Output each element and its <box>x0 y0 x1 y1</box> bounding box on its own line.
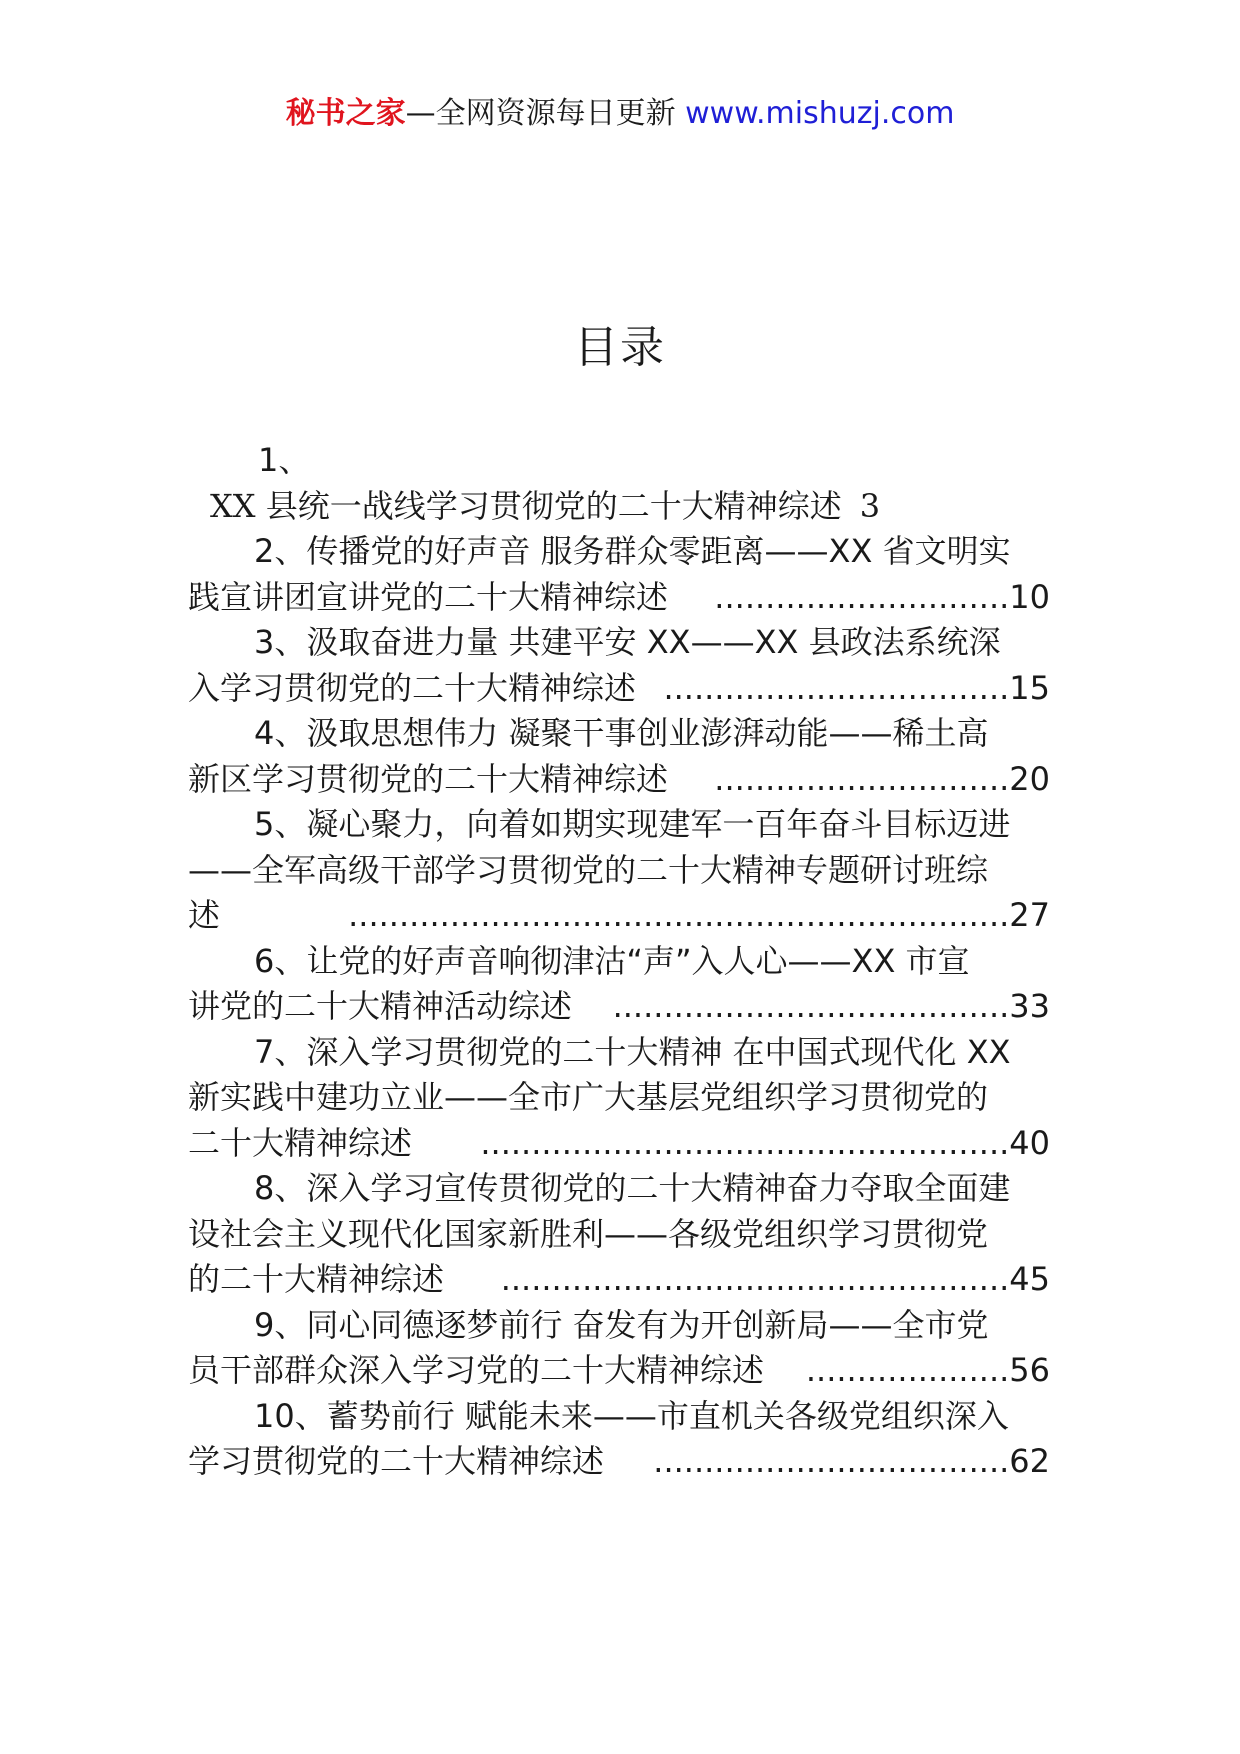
toc-entry-number: 3、 <box>254 623 307 661</box>
toc-entry-6[interactable] <box>188 939 1050 1030</box>
toc-entry-title-line: 践宣讲团宣讲党的二十大精神综述 <box>188 577 669 616</box>
brand-name: 秘书之家 <box>285 96 406 131</box>
table-of-contents <box>188 438 1050 1485</box>
toc-entry-title-line: 凝心聚力，向着如期实现建军一百年奋斗目标迈进 <box>306 805 1011 843</box>
toc-entry-title-line: 让党的好声音响彻津沽“声”入人心——XX 市宣 <box>306 941 970 980</box>
toc-entry-title-line: 述 <box>188 896 221 934</box>
header-tagline: —全网资源每日更新 <box>405 96 676 131</box>
toc-entry-5[interactable] <box>188 802 1050 939</box>
page-title: 目录 <box>574 322 666 373</box>
toc-entry-8[interactable] <box>188 1166 1050 1303</box>
toc-entry-2[interactable] <box>188 529 1050 620</box>
toc-entry-number: 8、 <box>254 1169 307 1207</box>
toc-entry-title-line: 传播党的好声音 服务群众零距离——XX 省文明实 <box>306 532 1011 570</box>
toc-entry-10[interactable] <box>188 1394 1050 1485</box>
toc-entry-7[interactable] <box>188 1030 1050 1167</box>
leader-dots: ....................................... <box>612 987 1010 1025</box>
toc-entry-page: 15 <box>1009 668 1050 707</box>
toc-entry-page: 20 <box>1009 759 1050 798</box>
leader-dots: .................................................... <box>480 1123 1010 1162</box>
toc-entry-page: 62 <box>1009 1442 1050 1480</box>
toc-entry-9[interactable] <box>188 1303 1050 1394</box>
toc-entry-title-line: 汲取思想伟力 凝聚干事创业澎湃动能——稀土高 <box>306 714 989 752</box>
toc-entry-title-line: 新实践中建功立业——全市广大基层党组织学习贯彻党的 <box>188 1078 989 1116</box>
toc-entry-title-line: 深入学习贯彻党的二十大精神 在中国式现代化 XX <box>306 1032 1011 1071</box>
toc-entry-3[interactable] <box>188 620 1050 711</box>
toc-entry-number: 10、 <box>254 1396 327 1435</box>
toc-entry-title-line: 入学习贯彻党的二十大精神综述 <box>188 668 637 707</box>
toc-entry-title-line: 设社会主义现代化国家新胜利——各级党组织学习贯彻党 <box>188 1214 989 1253</box>
toc-entry-title-line: 新区学习贯彻党的二十大精神综述 <box>188 759 669 798</box>
toc-entry-4[interactable] <box>188 711 1050 802</box>
toc-entry-number: 9、 <box>254 1305 307 1344</box>
toc-entry-page: 45 <box>1009 1260 1050 1298</box>
toc-entry-title-line: 二十大精神综述 <box>188 1123 413 1162</box>
toc-entry-title-line: 汲取奋进力量 共建平安 XX——XX 县政法系统深 <box>306 623 1001 661</box>
toc-entry-title-line: 讲党的二十大精神活动综述 <box>188 987 573 1025</box>
toc-entry-page: 56 <box>1009 1351 1050 1389</box>
leader-dots: .................................. <box>663 668 1010 707</box>
leader-dots: ................................................................. <box>348 896 1010 934</box>
toc-entry-title-line: 蓄势前行 赋能未来——市直机关各级党组织深入 <box>326 1396 1009 1435</box>
site-header <box>0 94 1240 134</box>
toc-entry-number: 4、 <box>254 714 307 752</box>
leader-dots: .................................................. <box>500 1260 1010 1298</box>
toc-entry-number: 1、 <box>258 441 311 479</box>
toc-entry-number: 2、 <box>254 532 307 570</box>
site-url-link[interactable]: www.mishuzj.com <box>685 96 955 131</box>
toc-entry-title-line: 的二十大精神综述 <box>188 1260 445 1298</box>
toc-entry-page: 33 <box>1009 987 1050 1025</box>
leader-dots: .................... <box>805 1351 1010 1389</box>
leader-dots: ............................. <box>714 759 1010 798</box>
toc-entry-page: 27 <box>1009 896 1050 934</box>
toc-entry-title-line: 学习贯彻党的二十大精神综述 <box>188 1442 605 1480</box>
toc-entry-number: 5、 <box>254 805 307 843</box>
toc-entry-title-line: ——全军高级干部学习贯彻党的二十大精神专题研讨班综 <box>188 850 989 889</box>
toc-entry-page: 3 <box>859 486 881 525</box>
leader-dots: ............................. <box>714 577 1010 616</box>
toc-entry-title-line: 深入学习宣传贯彻党的二十大精神奋力夺取全面建 <box>306 1169 1011 1207</box>
leader-dots: ................................... <box>653 1442 1010 1480</box>
toc-entry-1[interactable] <box>188 438 1050 529</box>
toc-entry-page: 10 <box>1009 577 1050 616</box>
toc-entry-title-line: 员干部群众深入学习党的二十大精神综述 <box>188 1351 765 1389</box>
toc-entry-title-line: 同心同德逐梦前行 奋发有为开创新局——全市党 <box>306 1305 989 1344</box>
toc-entry-page: 40 <box>1009 1123 1050 1162</box>
toc-entry-number: 6、 <box>254 941 307 980</box>
toc-entry-number: 7、 <box>254 1032 307 1071</box>
toc-entry-title: XX 县统一战线学习贯彻党的二十大精神综述 <box>210 486 842 525</box>
